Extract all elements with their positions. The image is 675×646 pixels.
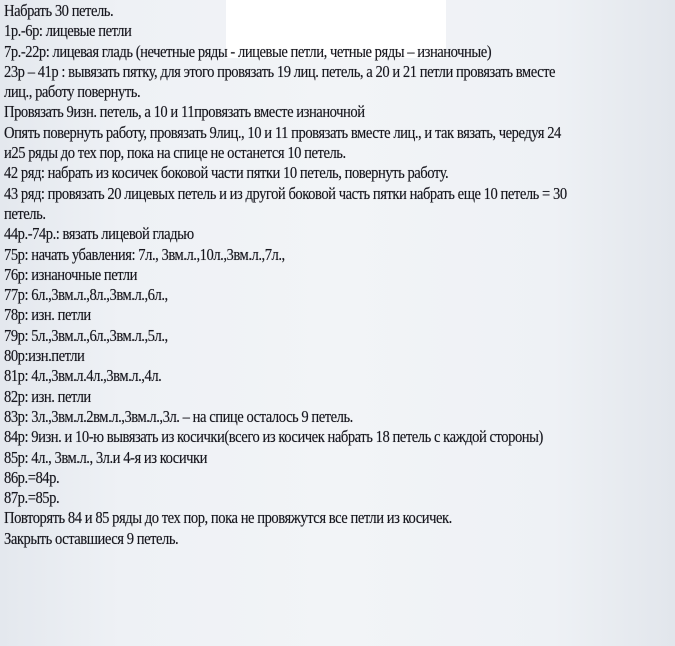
instruction-line: петель. [4,203,46,223]
instruction-line: 7р.-22р: лицевая гладь (нечетные ряды - лицевые петли, четные ряды – изнаночные) [4,41,492,61]
instruction-line: 76р: изнаночные петли [4,264,137,284]
instruction-line: 75р: начать убавления: 7л., 3вм.л.,10л.,3вм.л.,7л., [4,244,285,264]
instruction-line: Опять повернуть работу, провязать 9лиц., 10 и 11 провязать вместе лиц., и так вязать, чередуя 24 [4,122,561,142]
instruction-line: лиц., работу повернуть. [4,82,141,102]
instruction-line: и25 ряды до тех пор, пока на спице не останется 10 петель. [4,143,346,163]
instruction-line: 85р: 4л., 3вм.л., 3л.и 4-я из косички [4,447,208,467]
instruction-line: 77р: 6л.,3вм.л.,8л.,3вм.л.,6л., [4,285,168,305]
instruction-line: 43 ряд: провязать 20 лицевых петель и из другой боковой часть пятки набрать еще 10 петель = 30 [4,183,567,203]
instruction-line: 44р.-74р.: вязать лицевой гладью [4,224,194,244]
instruction-line: 84р: 9изн. и 10-ю вывязать из косички(всего из косичек набрать 18 петель с каждой стороны) [4,427,543,447]
knitting-instructions [4,1,672,549]
instruction-line: 79р: 5л.,3вм.л.,6л.,3вм.л.,5л., [4,325,168,345]
instruction-line: Набрать 30 петель. [4,1,114,20]
instruction-line: 83р: 3л.,3вм.л.2вм.л.,3вм.л.,3л. – на спице осталось 9 петель. [4,406,353,426]
instruction-line: Закрыть оставшиеся 9 петель. [4,528,179,548]
instruction-line: 78р: изн. петли [4,305,91,325]
instruction-line: Провязать 9изн. петель, а 10 и 11провязать вместе изнаночной [4,102,365,122]
instruction-line: 87р.=85р. [4,488,60,508]
instruction-line: 86р.=84р. [4,467,60,487]
instruction-line: 80р:изн.петли [4,346,85,366]
instruction-line: 42 ряд: набрать из косичек боковой части пятки 10 петель, повернуть работу. [4,163,449,183]
instruction-line: 81р: 4л.,3вм.л.4л.,3вм.л.,4л. [4,366,162,386]
instruction-line: Повторять 84 и 85 ряды до тех пор, пока не провяжутся все петли из косичек. [4,508,452,528]
instruction-line: 1р.-6р: лицевые петли [4,21,132,41]
instruction-line: 23р – 41р : вывязать пятку, для этого провязать 19 лиц. петель, а 20 и 21 петли провязать вместе [4,61,556,81]
instruction-line: 82р: изн. петли [4,386,91,406]
